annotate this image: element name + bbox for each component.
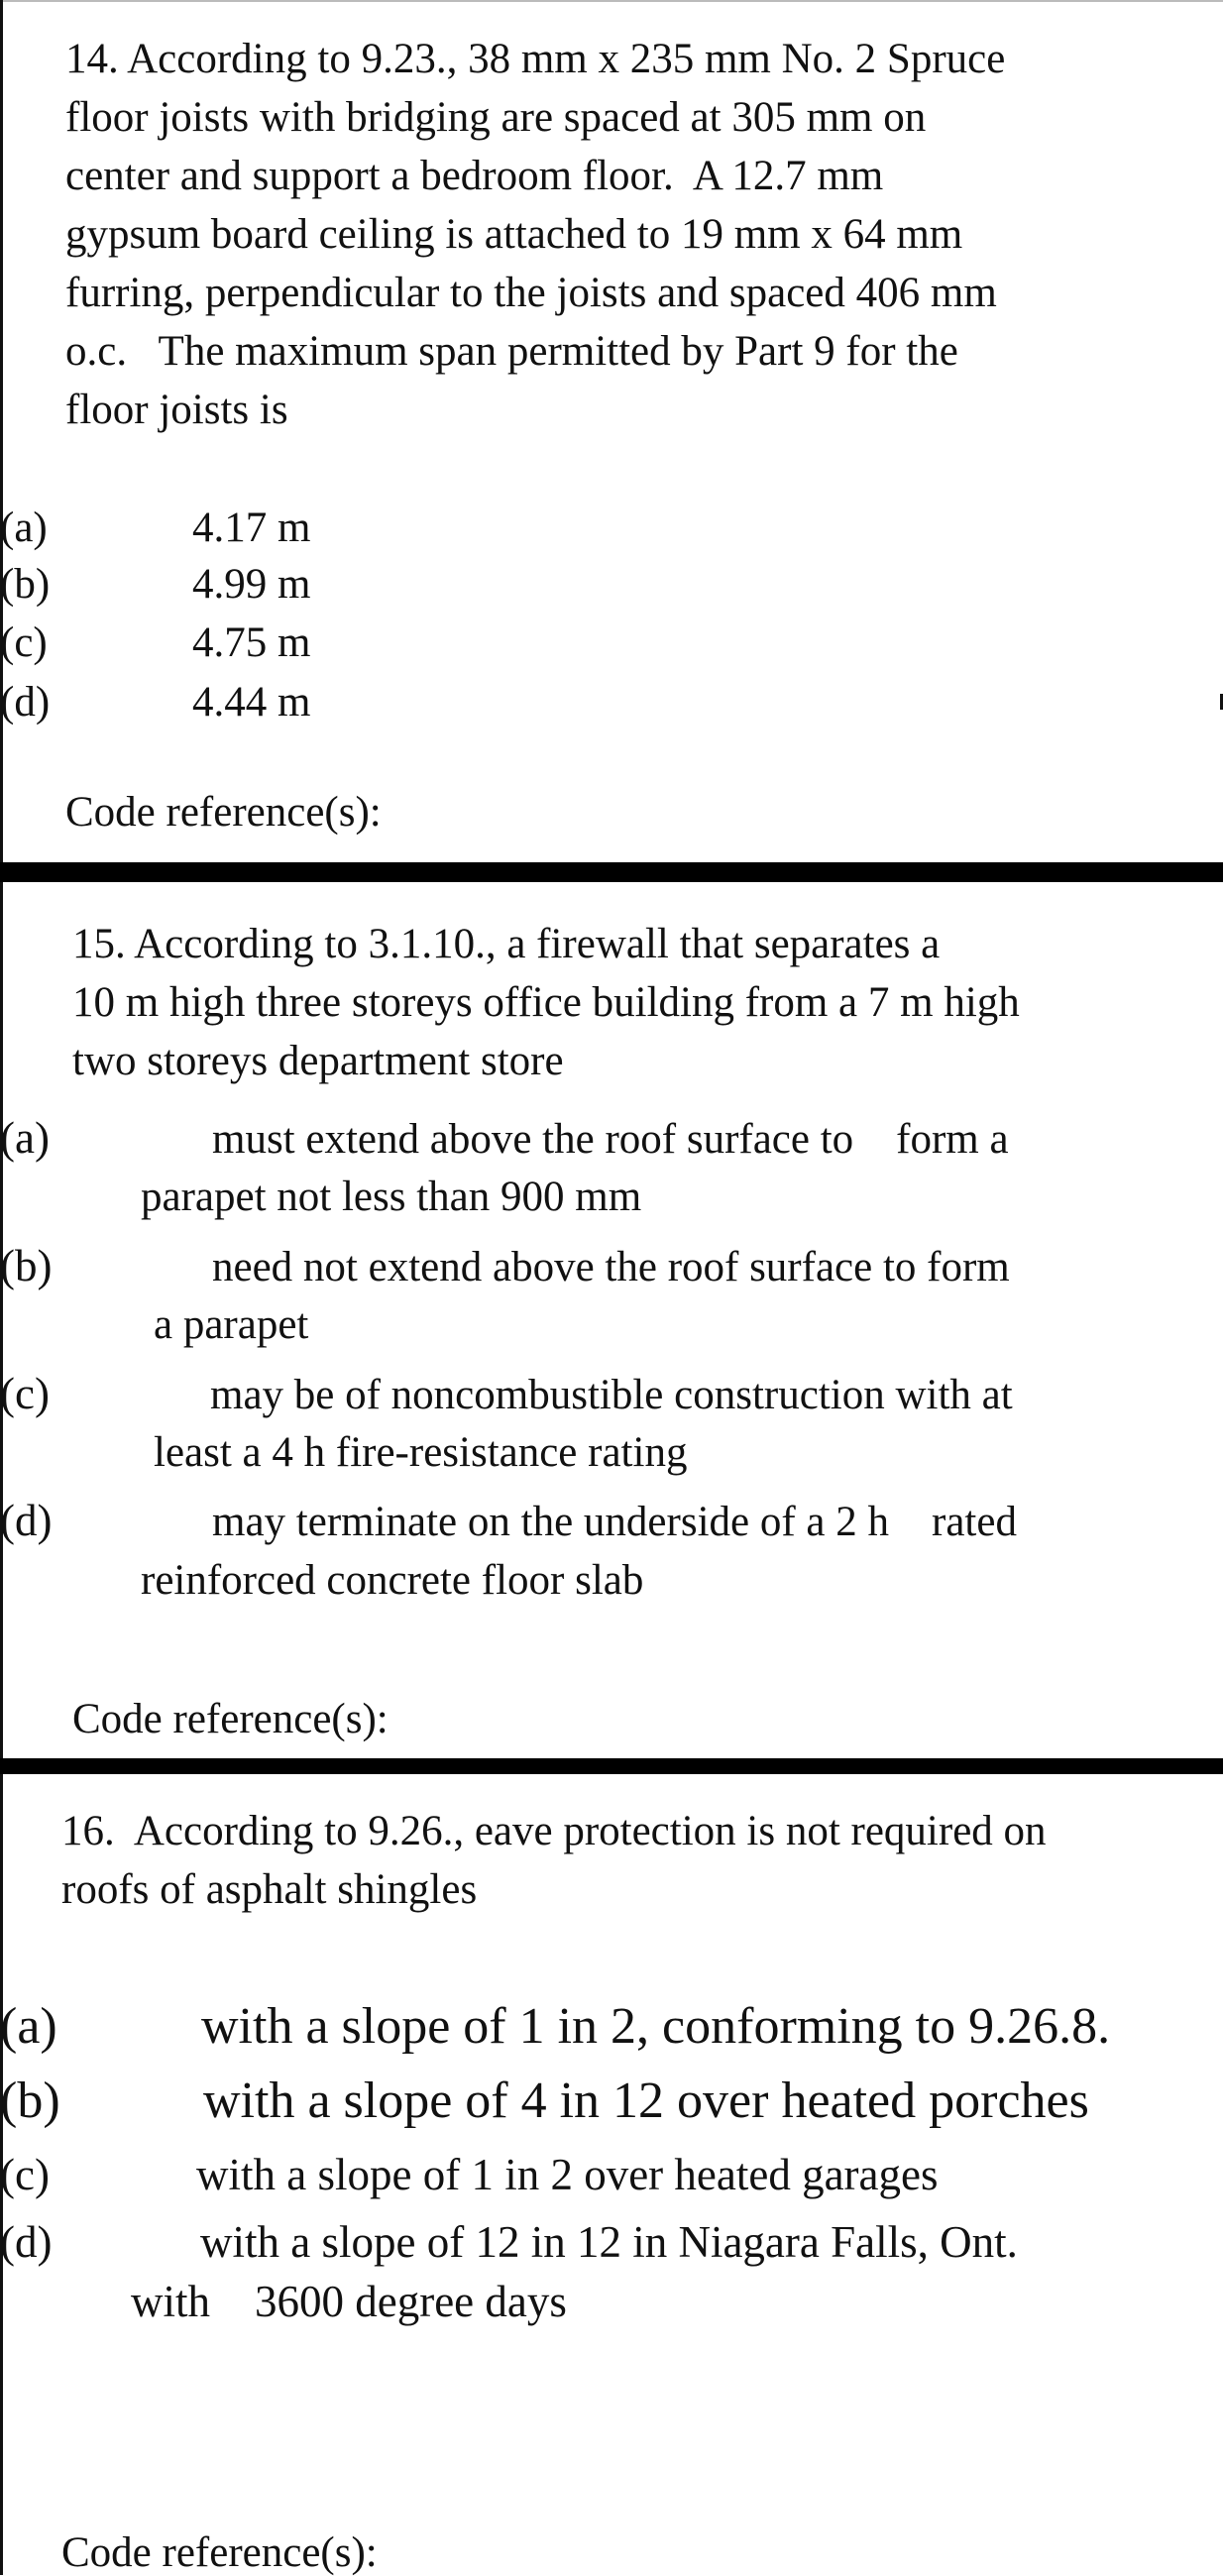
option-text-line: a parapet [154,1301,309,1348]
option-text-line: reinforced concrete floor slab [141,1557,644,1604]
option-text-line: with 3600 degree days [131,2277,567,2326]
stem-line: floor joists is [65,387,288,433]
option-letter: (c) [0,2150,50,2199]
option-text: with a slope of 1 in 2 over heated garages [196,2150,939,2199]
option-text-line: may be of noncombustible construction with at [210,1372,1013,1418]
question-stem [72,915,1212,1090]
option-text: 4.17 m [192,504,311,551]
option-text-line: with a slope of 12 in 12 in Niagara Falls, Ont. [200,2217,1018,2267]
option-text: 4.44 m [192,679,311,726]
stem-line: 10 m high three storeys office building from a 7 m high [72,979,1020,1026]
option-letter: (a) [0,504,48,551]
option-letter: (a) [0,1113,50,1163]
option-letter: (b) [0,2072,60,2129]
stem-line: two storeys department store [72,1038,564,1084]
option-text-line: may terminate on the underside of a 2 h rated [212,1499,1017,1545]
option-text-line: must extend above the roof surface to form a [212,1116,1009,1163]
code-reference-label: Code reference(s): [72,1696,389,1742]
option-letter: (d) [0,679,51,726]
question-stem [61,1802,1211,1919]
option-text: 4.75 m [192,619,311,666]
code-reference-label: Code reference(s): [61,2529,378,2576]
stem-line: gypsum board ceiling is attached to 19 mm x 64 mm [65,211,963,258]
stem-line: center and support a bedroom floor. A 12.7 mm [65,153,884,199]
option-letter: (d) [0,1496,53,1545]
option-letter: (c) [0,1369,50,1418]
stem-line: 15. According to 3.1.10., a firewall that separates a [72,921,941,967]
section-divider [0,862,1223,882]
option-text-line: least a 4 h fire-resistance rating [154,1429,688,1476]
option-text: 4.99 m [192,561,311,608]
option-letter: (a) [0,1998,57,2055]
section-divider [0,1758,1223,1774]
option-letter: (d) [0,2217,53,2267]
option-letter: (b) [0,561,51,608]
stem-line: furring, perpendicular to the joists and spaced 406 mm [65,270,997,316]
stem-line: 14. According to 9.23., 38 mm x 235 mm No. 2 Spruce [65,36,1006,82]
top-edge-line [0,0,1223,2]
option-letter: (c) [0,619,48,666]
stem-line: roofs of asphalt shingles [61,1866,478,1913]
option-letter: (b) [0,1241,53,1290]
stem-line: floor joists with bridging are spaced at 305 mm on [65,94,927,141]
option-text: with a slope of 4 in 12 over heated porches [203,2072,1089,2129]
option-text-line: parapet not less than 900 mm [141,1174,642,1220]
code-reference-label: Code reference(s): [65,789,382,836]
option-text-line: need not extend above the roof surface to form [212,1244,1010,1290]
stem-line: 16. According to 9.26., eave protection is not required on [61,1808,1047,1854]
question-stem [65,30,1215,439]
option-text: with a slope of 1 in 2, conforming to 9.26.8. [201,1998,1111,2055]
stem-line: o.c. The maximum span permitted by Part 9 for the [65,328,958,375]
